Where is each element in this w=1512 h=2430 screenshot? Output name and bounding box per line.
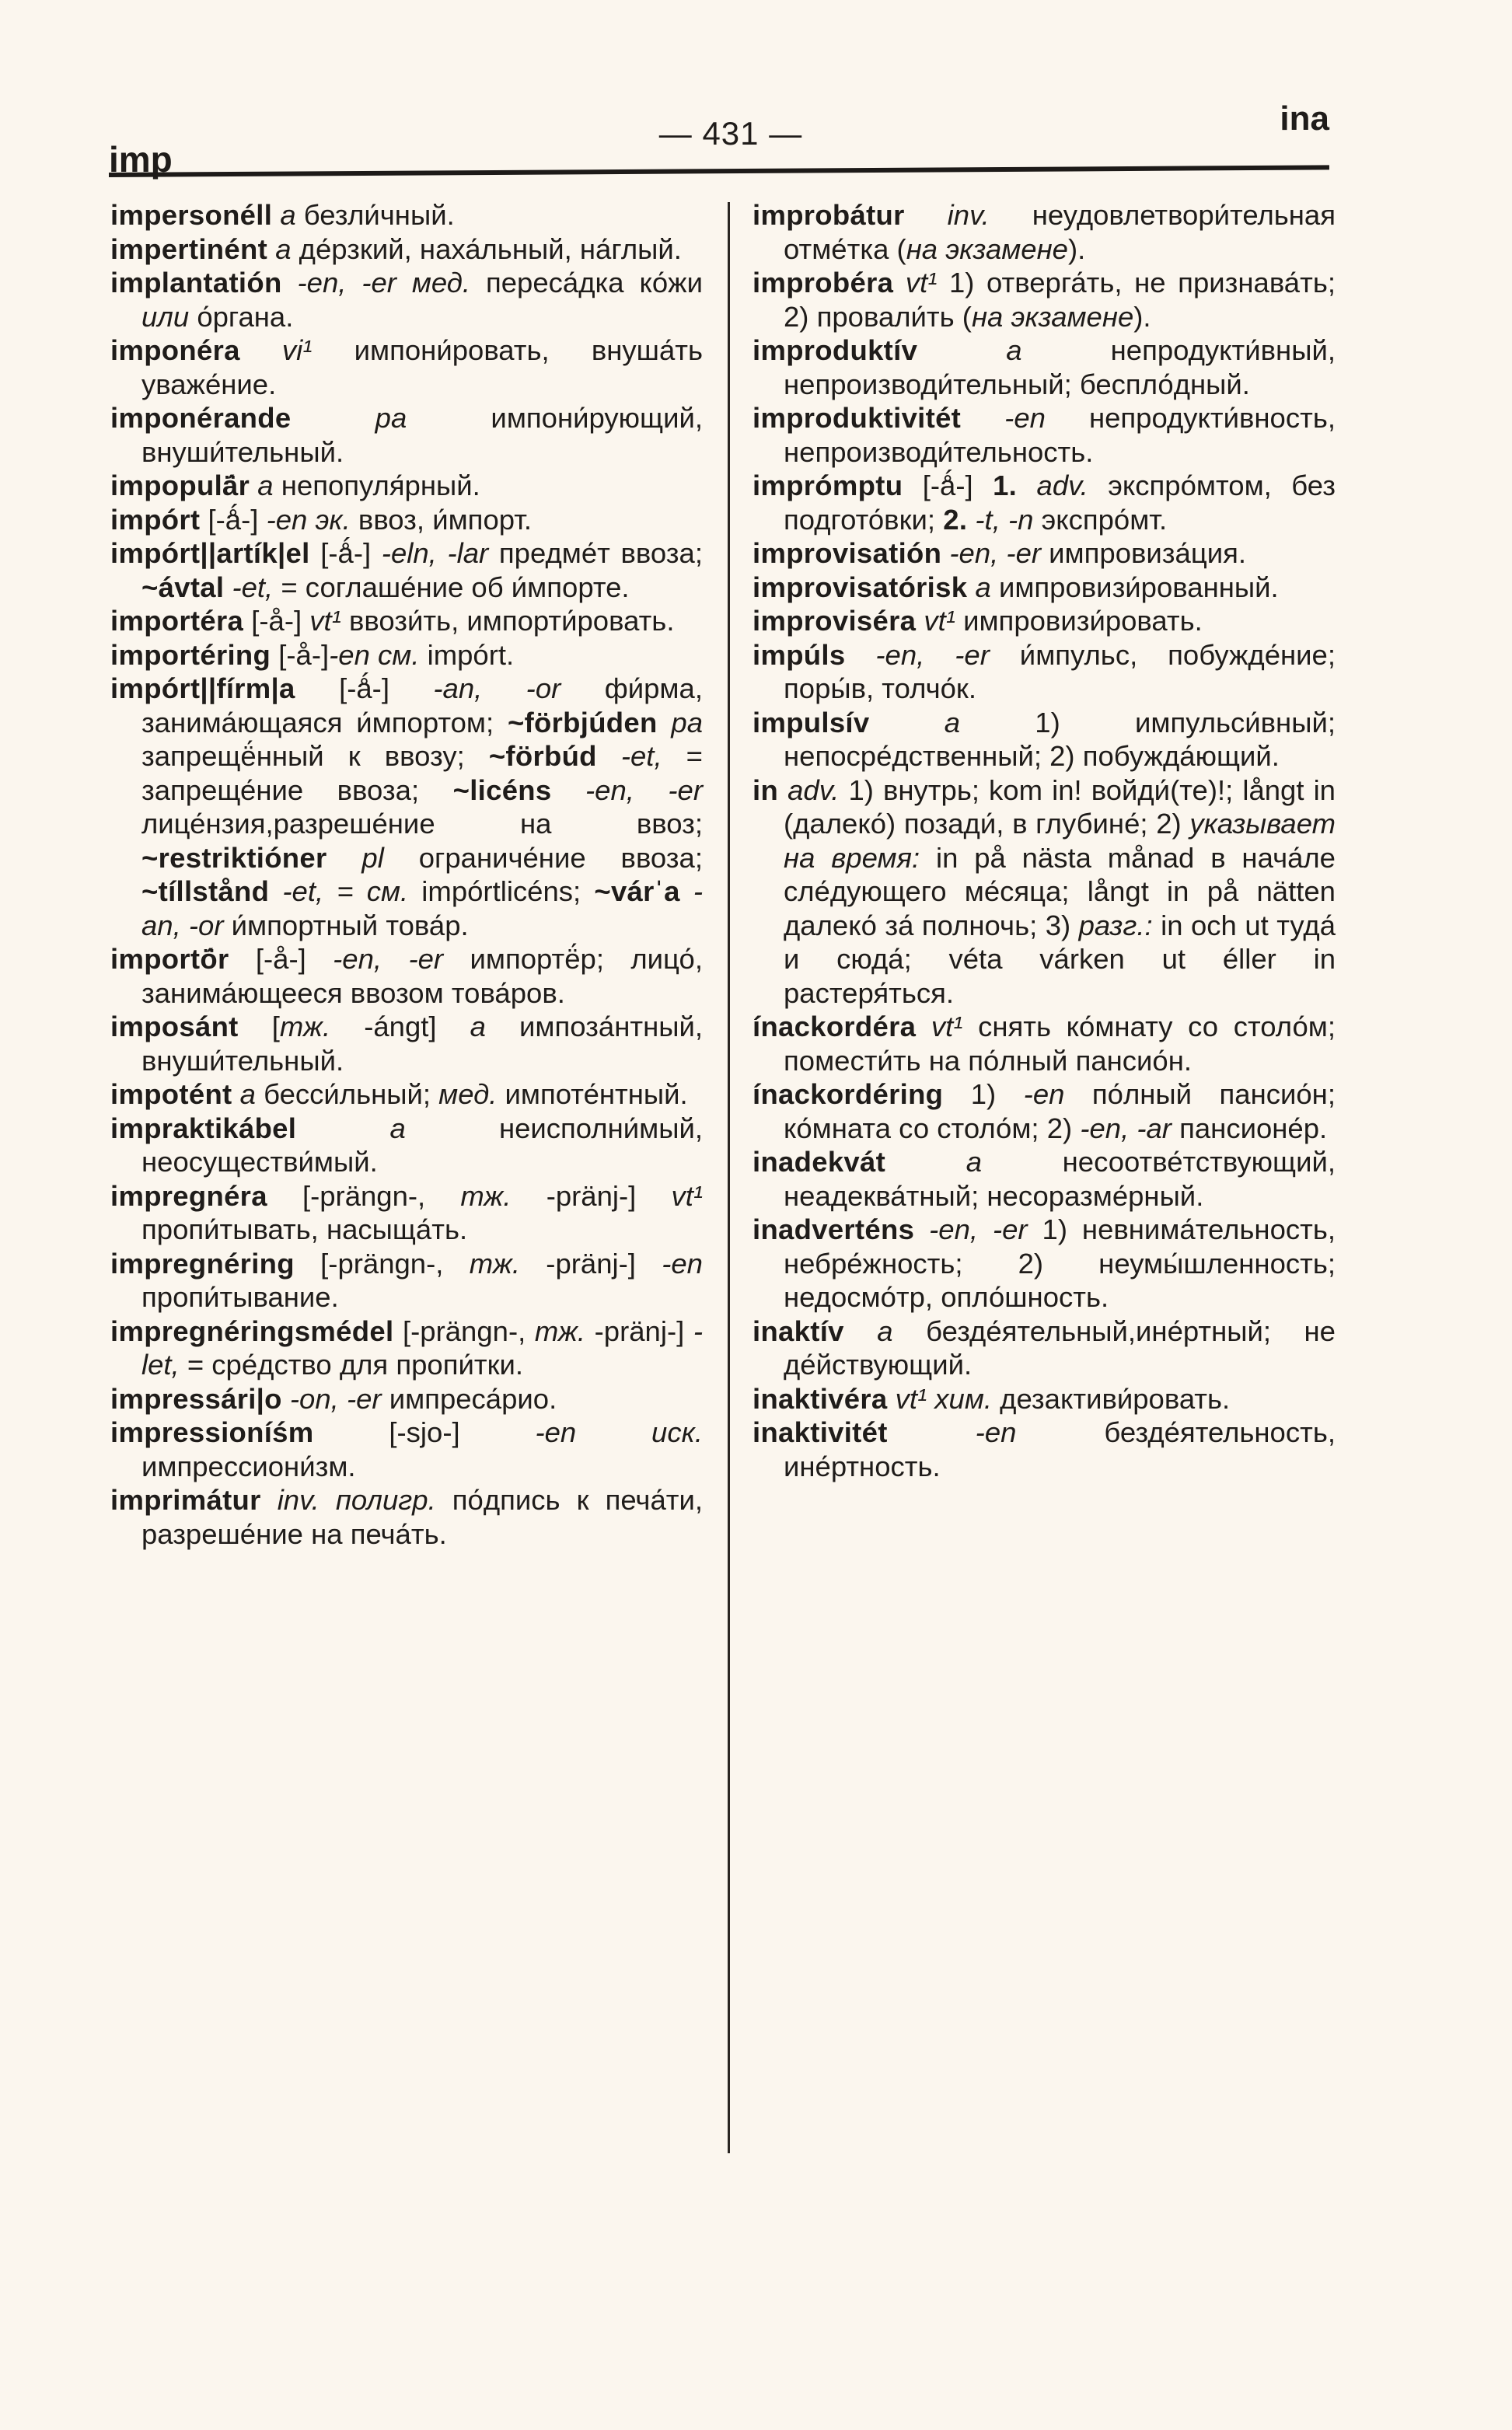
- grammar-label: inv. полигр.: [277, 1484, 436, 1516]
- definition-text: по́лный пансио́н; ко́мната со столо́м; 2): [784, 1078, 1336, 1144]
- entry-headword: impraktikábel: [110, 1112, 297, 1144]
- grammar-label: a: [280, 199, 296, 231]
- entry-headword: importéring: [110, 638, 271, 671]
- grammar-label: -en см.: [329, 638, 420, 671]
- compound-headword: ~ávtal: [141, 571, 225, 603]
- definition-text: ограниче́ние ввоза;: [383, 841, 703, 874]
- entry-headword: impotént: [110, 1078, 232, 1110]
- grammar-label: adv.: [1017, 470, 1088, 501]
- grammar-label: -et,: [596, 740, 662, 772]
- dictionary-entry: [753, 1382, 1336, 1416]
- entry-headword: impórt: [110, 503, 201, 536]
- grammar-label: -en: [1004, 402, 1046, 434]
- entry-headword: improbátur: [753, 199, 905, 231]
- entry-headword: impersonéll: [110, 199, 273, 231]
- dictionary-entry: [753, 1010, 1336, 1077]
- entry-headword: improbéra: [753, 267, 894, 299]
- grammar-label: тж.: [279, 1011, 331, 1042]
- dictionary-entry: [110, 198, 703, 232]
- entry-headword: improvisatión: [753, 537, 942, 569]
- definition-text: [-prängn-,: [302, 1179, 461, 1212]
- grammar-label: тж.: [534, 1315, 586, 1347]
- grammar-label: a: [257, 470, 274, 501]
- grammar-label: указывает на время:: [784, 808, 1336, 874]
- definition-text: [-ǻ-]: [922, 470, 993, 501]
- entry-headword: inadverténs: [753, 1213, 915, 1245]
- entry-headword: inaktivéra: [753, 1382, 888, 1415]
- definition-text: in på nästa månad в нача́ле сле́дующего ме́сяца; långt in på nätten далеко́ за́ полночь; 3): [784, 841, 1336, 941]
- grammar-label: a: [389, 1112, 406, 1144]
- definition-text: по́дпись к печа́ти, разреше́ние на печа́ть.: [141, 1484, 703, 1550]
- dictionary-entry: [753, 198, 1336, 266]
- entry-headword: improvisatórisk: [753, 571, 968, 603]
- definition-text: 1) отверга́ть, не признава́ть; 2) провали́ть (: [784, 267, 1336, 333]
- header-right-guideword: ina: [1280, 100, 1329, 138]
- grammar-label: vi¹: [281, 334, 313, 366]
- header-left-guideword: imp: [109, 139, 173, 180]
- dictionary-entry: [110, 266, 703, 333]
- definition-text: пропи́тывать, насыща́ть.: [141, 1213, 468, 1245]
- dictionary-entry: [110, 536, 703, 604]
- grammar-label: разг.:: [1078, 909, 1153, 941]
- definition-text: = соглаше́ние об и́мпорте.: [273, 571, 630, 603]
- entry-headword: impregnéringsmédel: [110, 1315, 394, 1347]
- entry-headword: impressári|o: [110, 1382, 282, 1415]
- grammar-label: inv.: [947, 199, 990, 231]
- entry-headword: impopulä́r: [110, 470, 250, 501]
- definition-text: неисполни́мый, неосуществи́мый.: [141, 1112, 703, 1178]
- dictionary-entry: [110, 1382, 703, 1416]
- dictionary-entry: [753, 773, 1336, 1011]
- definition-text: непродукти́вность, непроизводи́тельность.: [784, 402, 1336, 468]
- grammar-label: мед.: [438, 1078, 498, 1110]
- definition-text: запрещё́нный к ввозу;: [141, 740, 489, 772]
- grammar-label: -let,: [141, 1315, 703, 1381]
- grammar-label: a: [239, 1078, 256, 1110]
- definition-text: экспро́мт.: [1033, 503, 1168, 536]
- definition-text: -pränj-]: [585, 1315, 693, 1347]
- compound-headword: ~tíllstånd: [141, 875, 270, 907]
- grammar-label: a: [1006, 334, 1022, 366]
- grammar-label: на экзамене: [906, 232, 1068, 265]
- definition-text: impórtlicéns;: [408, 875, 595, 907]
- dictionary-entry: [753, 1315, 1336, 1382]
- grammar-label: pl: [326, 841, 384, 874]
- grammar-label: -on, -er: [289, 1382, 382, 1415]
- entry-headword: impúls: [753, 638, 846, 671]
- definition-text: [-ǻ-]: [208, 503, 267, 536]
- grammar-label: vt¹ хим.: [895, 1382, 992, 1415]
- entry-headword: impregnéring: [110, 1247, 295, 1280]
- definition-text: фи́рма, занима́ющаяся и́мпортом;: [141, 672, 703, 738]
- grammar-label: на экзамене: [971, 300, 1134, 333]
- definition-text: безде́ятельный,ине́ртный; не де́йствующий.: [784, 1315, 1336, 1381]
- definition-text: [: [271, 1011, 280, 1042]
- definition-text: импони́ровать, внуша́ть уваже́ние.: [141, 334, 703, 400]
- definition-text: непродукти́вный, непроизводи́тельный; беспло́дный.: [784, 334, 1336, 400]
- dictionary-entry: [753, 536, 1336, 571]
- dictionary-entry: [753, 1077, 1336, 1145]
- definition-text: бесси́льный;: [255, 1078, 439, 1110]
- compound-headword: 2.: [943, 503, 968, 536]
- entry-headword: impertinént: [110, 232, 268, 265]
- grammar-label: vt¹: [931, 1011, 963, 1042]
- definition-text: [-ǻ-]: [339, 672, 434, 704]
- dictionary-entry: [110, 1112, 703, 1179]
- grammar-label: pa: [375, 402, 407, 434]
- entry-headword: importéra: [110, 605, 244, 637]
- dictionary-entry: [110, 469, 703, 503]
- definition-text: -pränj-]: [519, 1247, 662, 1280]
- definition-text: импрессиони́зм.: [141, 1450, 356, 1482]
- definition-text: безде́ятельность, ине́ртность.: [784, 1416, 1336, 1482]
- dictionary-entry: [753, 1145, 1336, 1213]
- entry-headword: implantatión: [110, 267, 282, 299]
- entry-headword: ínackordéring: [753, 1078, 944, 1110]
- grammar-label: vt¹: [924, 605, 955, 637]
- grammar-label: -et,: [224, 571, 274, 603]
- compound-headword: ~restriktióner: [141, 841, 327, 874]
- entry-headword: impressioníśm: [110, 1416, 314, 1448]
- dictionary-entry: [110, 638, 703, 672]
- dictionary-entry: [110, 1010, 703, 1077]
- definition-text: де́рзкий, наха́льный, на́глый.: [291, 232, 682, 265]
- dictionary-entry: [110, 401, 703, 469]
- grammar-label: -en, -er: [929, 1213, 1028, 1245]
- definition-text: [-å-]: [278, 638, 330, 671]
- grammar-label: -t, -n: [967, 503, 1034, 536]
- definition-text: 1) невнима́тельность, небре́жность; 2) неумы́шленность; недосмо́тр, опло́шность.: [784, 1213, 1336, 1313]
- grammar-label: a: [275, 232, 292, 265]
- definition-text: импровиза́ция.: [1041, 537, 1247, 569]
- definition-text: импоте́нтный.: [497, 1078, 688, 1110]
- entry-headword: impulsív: [753, 706, 870, 738]
- definition-text: лице́нзия,разреше́ние на ввоз;: [141, 808, 703, 840]
- compound-headword: ~förbjúden: [507, 706, 658, 738]
- dictionary-entry: [753, 604, 1336, 638]
- definition-text: и́мпульс, побужде́ние; поры́в, толчо́к.: [784, 638, 1336, 704]
- definition-text: импоза́нтный, внуши́тельный.: [141, 1011, 703, 1077]
- dictionary-entry: [753, 1416, 1336, 1483]
- grammar-label: -en: [1023, 1078, 1065, 1110]
- dictionary-entry: [753, 401, 1336, 469]
- grammar-label: -en иск.: [535, 1416, 703, 1448]
- entry-headword: inaktív: [753, 1315, 844, 1347]
- entry-headword: imponéra: [110, 334, 240, 366]
- definition-text: дезактиви́ровать.: [992, 1382, 1231, 1415]
- definition-text: impórt.: [419, 638, 515, 671]
- grammar-label: -en, -er: [333, 943, 444, 975]
- grammar-label: или: [141, 300, 190, 333]
- grammar-label: -en, -er: [875, 638, 990, 671]
- definition-text: [-prängn-,: [403, 1315, 535, 1347]
- definition-text: безли́чный.: [295, 199, 455, 231]
- grammar-label: vt¹: [671, 1179, 703, 1212]
- entry-headword: imprimátur: [110, 1484, 261, 1516]
- definition-text: [-å-]: [251, 605, 310, 637]
- definition-text: [-å-]: [255, 943, 333, 975]
- dictionary-entry: [110, 232, 703, 267]
- definition-text: несоотве́тствующий, неадеква́тный; несоразме́рный.: [784, 1146, 1336, 1212]
- grammar-label: a: [966, 1146, 983, 1178]
- definition-text: 1) импульси́вный; непосре́дственный; 2) побужда́ющий.: [784, 706, 1336, 772]
- dictionary-entry: [110, 1179, 703, 1247]
- definition-text: ).: [1133, 300, 1151, 333]
- grammar-label: -en: [662, 1247, 703, 1280]
- definition-text: и́мпортный това́р.: [223, 909, 469, 941]
- grammar-label: a: [975, 571, 991, 603]
- compound-headword: ~licéns: [452, 773, 552, 806]
- definition-text: = сре́дство для пропи́тки.: [179, 1349, 524, 1381]
- entry-headword: improduktivitét: [753, 402, 962, 434]
- definition-text: снять ко́мнату со столо́м; помести́ть на по́лный пансио́н.: [784, 1011, 1336, 1077]
- grammar-label: -an, -or: [433, 672, 561, 704]
- dictionary-entry: [110, 942, 703, 1010]
- grammar-label: a: [877, 1315, 893, 1347]
- definition-text: [-ǻ-]: [320, 537, 382, 569]
- definition-text: экспро́мтом, без подгото́вки;: [784, 470, 1336, 536]
- grammar-label: -et, = см.: [269, 875, 409, 907]
- grammar-label: -en, -ar: [1080, 1112, 1172, 1144]
- grammar-label: -en, -er мед.: [297, 267, 471, 299]
- dictionary-entry: [110, 1483, 703, 1551]
- entry-headword: in: [753, 773, 779, 806]
- dictionary-entry: [110, 1315, 703, 1382]
- entry-headword: importö́r: [110, 943, 229, 975]
- entry-headword: improduktív: [753, 334, 918, 366]
- grammar-label: тж.: [460, 1179, 512, 1212]
- definition-text: непопуля́рный.: [273, 470, 480, 501]
- definition-text: переса́дка ко́жи: [470, 267, 703, 299]
- entry-headword: imposánt: [110, 1011, 239, 1042]
- definition-text: неудовлетвори́тельная отме́тка (: [784, 199, 1336, 265]
- definition-text: импреса́рио.: [381, 1382, 557, 1415]
- definition-text: 1): [970, 1078, 1024, 1110]
- definition-text: импортё́р; лицо́, занима́ющееся ввозом това́ров.: [141, 943, 703, 1009]
- definition-text: [-prängn-,: [320, 1247, 470, 1280]
- dictionary-entry: [753, 333, 1336, 401]
- definition-text: ввоз, и́мпорт.: [350, 503, 533, 536]
- compound-headword: ~förbúd: [488, 740, 597, 772]
- left-column: [110, 198, 703, 1551]
- dictionary-entry: [753, 571, 1336, 605]
- dictionary-entry: [753, 469, 1336, 536]
- grammar-label: тж.: [469, 1247, 520, 1280]
- definition-text: о́ргана.: [189, 300, 294, 333]
- definition-text: 1) внутрь; kom in! войди́(те)!; långt in (далеко́) позади́, в глубине́; 2): [784, 773, 1336, 840]
- column-divider: [728, 202, 730, 2153]
- dictionary-entry: [753, 706, 1336, 773]
- dictionary-entry: [110, 333, 703, 401]
- grammar-label: pa: [657, 706, 703, 738]
- dictionary-entry: [753, 1213, 1336, 1315]
- grammar-label: -en: [975, 1416, 1017, 1448]
- definition-text: пансионе́р.: [1171, 1112, 1328, 1144]
- compound-headword: ~várˈa: [594, 875, 680, 907]
- entry-headword: impregnéra: [110, 1179, 267, 1212]
- entry-headword: imponérande: [110, 402, 292, 434]
- grammar-label: -eln, -lar: [381, 537, 489, 569]
- definition-text: in och ut туда́ и сюда́; véta várken ut éller in растеря́ться.: [784, 909, 1336, 1009]
- definition-text: пропи́тывание.: [141, 1281, 339, 1313]
- grammar-label: a: [944, 706, 961, 738]
- entry-headword: impórt||artík|el: [110, 537, 310, 569]
- compound-headword: 1.: [993, 470, 1018, 501]
- definition-text: = запреще́ние ввоза;: [141, 740, 703, 806]
- dictionary-entry: [110, 604, 703, 638]
- dictionary-entry: [753, 266, 1336, 333]
- entry-headword: imprómptu: [753, 470, 903, 501]
- grammar-label: vt¹: [905, 267, 938, 299]
- dictionary-entry: [753, 638, 1336, 706]
- definition-text: -ángt]: [330, 1011, 470, 1042]
- header-rule: [109, 165, 1329, 177]
- grammar-label: -an, -or: [141, 875, 704, 941]
- entry-headword: ínackordéra: [753, 1011, 917, 1042]
- entry-headword: improviséra: [753, 605, 917, 637]
- definition-text: ).: [1067, 232, 1086, 265]
- definition-text: импровизи́рованный.: [990, 571, 1279, 603]
- dictionary-entry: [110, 672, 703, 942]
- definition-text: импровизи́ровать.: [955, 605, 1203, 637]
- entry-headword: inaktivitét: [753, 1416, 888, 1448]
- grammar-label: -en эк.: [266, 503, 351, 536]
- definition-text: импони́рующий, внуши́тельный.: [141, 402, 703, 468]
- page-number: — 431 —: [658, 115, 803, 152]
- grammar-label: vt¹: [309, 605, 341, 637]
- grammar-label: -en, -er: [551, 773, 703, 806]
- dictionary-entry: [110, 1247, 703, 1315]
- definition-text: предме́т ввоза;: [488, 537, 703, 569]
- definition-text: ввози́ть, импорти́ровать.: [340, 605, 675, 637]
- grammar-label: adv.: [787, 773, 840, 806]
- definition-text: -pränj-]: [511, 1179, 672, 1212]
- entry-headword: inadekvát: [753, 1146, 886, 1178]
- right-column: [753, 198, 1336, 1483]
- grammar-label: -en, -er: [949, 537, 1042, 569]
- dictionary-entry: [110, 1077, 703, 1112]
- dictionary-entry: [110, 1416, 703, 1483]
- grammar-label: a: [470, 1011, 486, 1042]
- definition-text: [-sjo-]: [389, 1416, 536, 1448]
- entry-headword: impórt||fírm|a: [110, 672, 295, 704]
- dictionary-entry: [110, 503, 703, 537]
